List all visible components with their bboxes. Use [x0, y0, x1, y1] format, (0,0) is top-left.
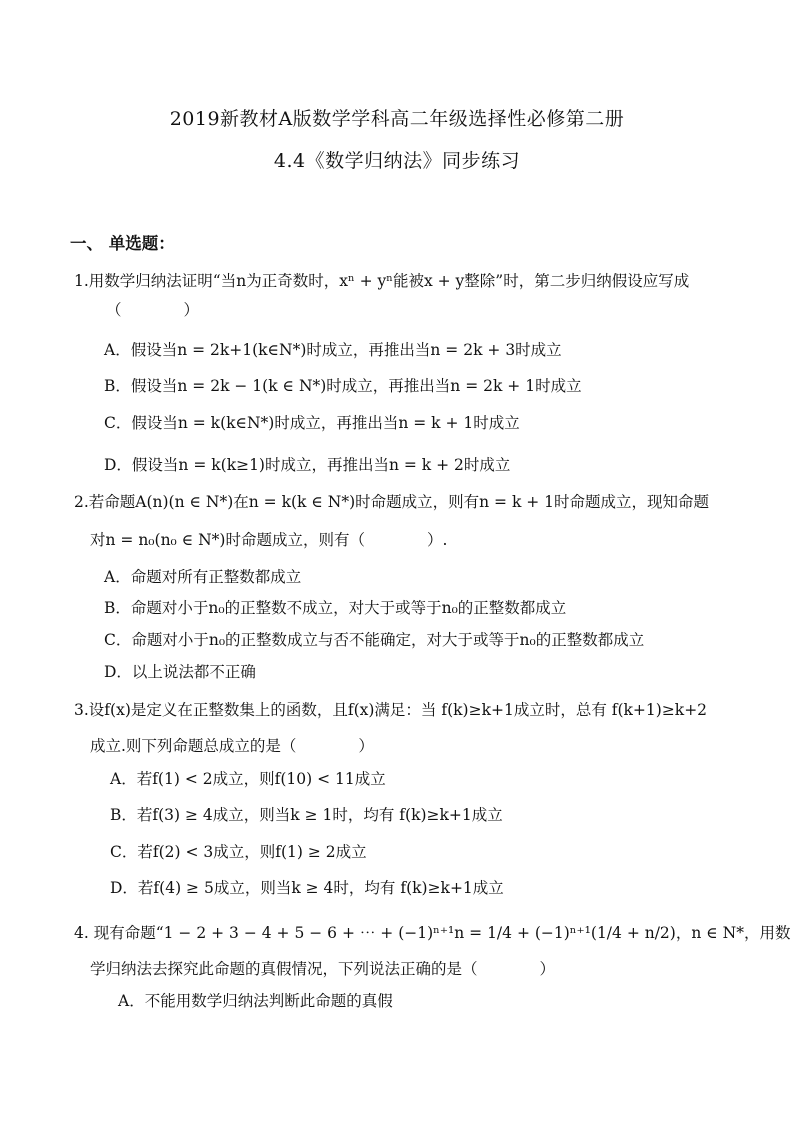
question-3-stem: 3.设f(x)是定义在正整数集上的函数，且f(x)满足：当 f(k)≥k+1成立时，总有 f(k+1)≥k+2 [74, 701, 708, 719]
question-4-stem: 4. 现有命题“1 − 2 + 3 − 4 + 5 − 6 + ⋯ + (−1)ⁿ⁺¹n = 1/4 + (−1)ⁿ⁺¹(1/4 + n/2)，n ∈ N*，用数 [74, 924, 791, 942]
question-1-option-d: D．假设当n = k(k≥1)时成立，再推出当n = k + 2时成立 [104, 456, 511, 474]
question-4-stem-continued: 学归纳法去探究此命题的真假情况，下列说法正确的是（ ） [90, 960, 556, 978]
document-title: 2019新教材A版数学学科高二年级选择性必修第二册 [169, 108, 625, 130]
question-2-stem: 2.若命题A(n)(n ∈ N*)在n = k(k ∈ N*)时命题成立，则有n = k + 1时命题成立，现知命题 [74, 493, 710, 511]
question-1-answer-blank: （ ） [106, 301, 200, 319]
section-heading: 一、 单选题： [70, 234, 175, 253]
question-2-stem-continued: 对n = n₀(n₀ ∈ N*)时命题成立，则有（ ）. [90, 531, 448, 549]
question-1-stem: 1.用数学归纳法证明“当n为正奇数时，xⁿ + yⁿ能被x + y整除”时，第二步归纳假设应写成 [74, 272, 690, 290]
question-2-option-d: D．以上说法都不正确 [104, 663, 256, 681]
document-subtitle: 4.4《数学归纳法》同步练习 [273, 150, 521, 172]
question-1-option-c: C．假设当n = k(k∈N*)时成立，再推出当n = k + 1时成立 [104, 414, 520, 432]
question-3-option-a: A．若f(1) < 2成立，则f(10) < 11成立 [110, 770, 386, 788]
question-3-option-d: D．若f(4) ≥ 5成立，则当k ≥ 4时，均有 f(k)≥k+1成立 [110, 879, 504, 897]
question-3-option-b: B．若f(3) ≥ 4成立，则当k ≥ 1时，均有 f(k)≥k+1成立 [110, 806, 503, 824]
question-2-option-a: A．命题对所有正整数都成立 [104, 568, 302, 586]
question-4-option-a: A．不能用数学归纳法判断此命题的真假 [118, 992, 393, 1010]
question-2-option-b: B．命题对小于n₀的正整数不成立，对大于或等于n₀的正整数都成立 [104, 599, 567, 617]
question-2-option-c: C．命题对小于n₀的正整数成立与否不能确定，对大于或等于n₀的正整数都成立 [104, 631, 645, 649]
question-1-option-b: B．假设当n = 2k − 1(k ∈ N*)时成立，再推出当n = 2k + 1时成立 [104, 377, 582, 395]
question-3-option-c: C．若f(2) < 3成立，则f(1) ≥ 2成立 [110, 843, 367, 861]
question-1-option-a: A．假设当n = 2k+1(k∈N*)时成立，再推出当n = 2k + 3时成立 [104, 341, 562, 359]
question-3-stem-continued: 成立.则下列命题总成立的是（ ） [90, 737, 374, 755]
